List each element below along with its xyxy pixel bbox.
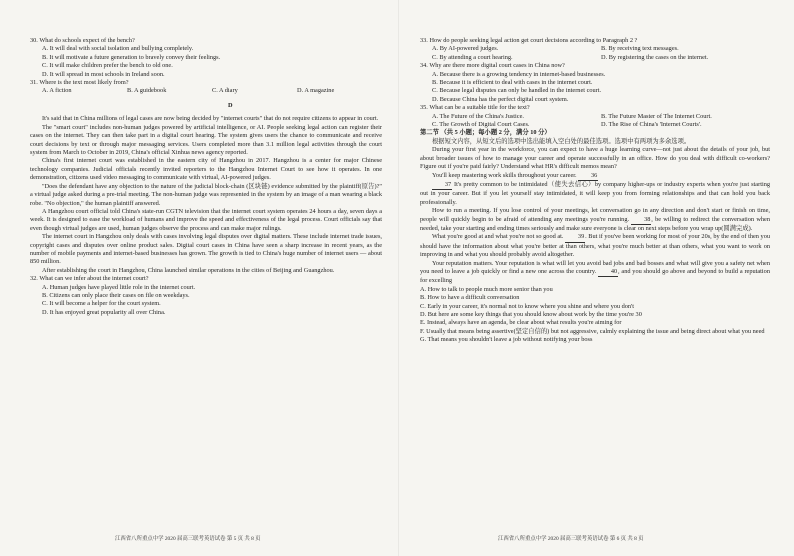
q33-stem: 33. How do people seeking legal action get court decisions according to Paragraph 2 ? bbox=[420, 37, 638, 44]
q34-stem: 34. Why are there more digital court cases in China now? bbox=[420, 62, 565, 70]
q31-option-a: A. A fiction bbox=[42, 87, 72, 95]
blank-38[interactable]: 38 bbox=[631, 216, 651, 225]
passage-paragraph: A Hangzhou court official told China's state-run CGTN television that the internet court system operates 24 hours a day, seven days a week. It is designed to ease the workload of humans and improve the speed and effectiveness of the legal process. Court officials say that even though virtual judges are used, human judges observe the process and can make major rulings. bbox=[30, 207, 382, 232]
q30-option-c: C. It will make children prefer the bench to old one. bbox=[42, 62, 173, 70]
choice-b: B. How to have a difficult conversation bbox=[420, 294, 520, 302]
q33-options-row bbox=[432, 54, 770, 62]
cloze-paragraph bbox=[420, 207, 770, 233]
passage-paragraph: The "smart court" includes non-human judges powered by artificial intelligence, or AI. People seeking legal action can register their cases on the internet. They can then take part in a digital court hearing. The system gives users the chance to communicate and receive court decisions by text or through major messaging services. Users completed more than 3.1 million legal activities through the court system from March to October in 2019, China's official Xinhua news agency reported. bbox=[30, 123, 382, 157]
section-letter: D bbox=[228, 102, 233, 110]
passage-paragraph: China's first internet court was established in the eastern city of Hangzhou in 2017. Hangzhou is a center for major Chinese technology companies. Judicial officials recently invited reporters to the Hangzhou Internet Court to see how it operates. In one demonstration, citizens used video messaging to communicate with virtual, AI-powered judges. bbox=[30, 157, 382, 182]
cloze-text: What you're good at and what you're not so good at. bbox=[432, 233, 564, 241]
q31-options bbox=[42, 87, 382, 95]
choice-f: F. Usually that means being assertive(坚定自信的) but not aggressive, calmly explaining the issue and being direct about what you need bbox=[420, 327, 765, 335]
cloze-paragraph bbox=[420, 172, 770, 181]
passage-paragraph: "Does the defendant have any objection to the nature of the judicial block-chain (区块链) evidence submitted by the plaintiff(原告)?" a virtual judge asked during a pre-trial meeting. The non-human judge was represented in the system by an image of a man wearing a black robe. "No objection," the human plaintiff answered. bbox=[30, 182, 382, 207]
q30-option-a: A. It will deal with social isolation and bullying completely. bbox=[42, 45, 194, 53]
q35-option-b: B. The Future Master of The Internet Court. bbox=[601, 112, 712, 120]
choice-d: D. But here are some key things that you should know about work by the time you're 30 bbox=[420, 311, 642, 318]
choice-a: A. How to talk to people much more senior than you bbox=[420, 285, 553, 293]
cloze-text: Your reputation matters. Your reputation is what will let you avoid bad jobs and bad bosses and what will give you a safety net when you need to leave a job quickly or find a new one across the country. bbox=[420, 259, 770, 275]
q33-option-c: C. By attending a court hearing. bbox=[432, 53, 513, 61]
cloze-paragraph bbox=[420, 233, 770, 259]
q35-option-c: C. The Growth of Digital Court Cases. bbox=[432, 121, 530, 129]
q32-option-d: D. It has enjoyed great popularity all over China. bbox=[42, 308, 166, 316]
q34-option-b: B. Because it is efficient to deal with cases in the internet court. bbox=[432, 79, 593, 87]
passage-paragraph: After establishing the court in Hangzhou, China launched similar operations in the cities of Beijing and Guangzhou. bbox=[42, 266, 335, 274]
q31-option-d: D. A magazine bbox=[297, 87, 335, 95]
cloze-text: You'll keep mastering work skills throughout your career. bbox=[432, 171, 577, 179]
left-page bbox=[30, 37, 382, 317]
q33-option-a: A. By AI-powered judges. bbox=[432, 45, 499, 53]
left-page-footer: 江西省八所重点中学 2020 届高三联考英语试卷 第 5 页 共 8 页 bbox=[115, 536, 261, 542]
right-page-footer: 江西省八所重点中学 2020 届高三联考英语试卷 第 6 页 共 8 页 bbox=[498, 536, 644, 542]
q32-option-c: C. It will become a helper for the court system. bbox=[42, 300, 161, 308]
q30-option-d: D. It will spread in most schools in Ireland soon. bbox=[42, 70, 165, 78]
choice-g: G. That means you shouldn't leave a job without notifying your boss bbox=[420, 336, 593, 344]
q32-stem: 32. What can we infer about the internet court? bbox=[30, 275, 149, 283]
q35-stem: 35. What can be a suitable title for the text? bbox=[420, 104, 530, 112]
cloze-text: It's pretty common to be intimidated（使失去信心）by company higher-ups or industry experts when you're just starting out in your career. But if you let yourself stay intimidated, it will keep you from forming relationships and that can hold you back professionally. bbox=[420, 180, 770, 206]
q30-stem: 30. What do schools expect of the bench? bbox=[30, 37, 135, 44]
q34-option-a: A. Because there is a growing tendency in internet-based businesses. bbox=[432, 70, 606, 78]
passage-paragraph: The internet court in Hangzhou only deals with cases involving legal disputes over digital matters. These include internet trade issues, copyright cases and disputes over online product sales. Digital court cases in China have seen a sharp increase in recent years, as the number of mobile payments and internet-based businesses has grown. The growth is tied to China's huge number of internet users — about 850 million. bbox=[30, 233, 382, 266]
q35-option-a: A. The Future of the China's Justice. bbox=[432, 112, 524, 120]
blank-36[interactable]: 36 bbox=[578, 172, 598, 181]
passage-paragraph: It's said that in China millions of legal cases are now being decided by "internet courts" that do not require citizens to appear in court. bbox=[42, 115, 379, 123]
blank-37[interactable]: 37 bbox=[432, 181, 452, 190]
choice-e: E. Instead, always have an agenda, be clear about what results you're aiming for bbox=[420, 319, 622, 327]
q30-option-b: B. It will motivate a future generation to bravely convey their feelings. bbox=[42, 53, 221, 61]
blank-40[interactable]: 40 bbox=[598, 268, 618, 277]
cloze-paragraph: During your first year in the workforce, you can expect to have a huge learning curve—not just about the details of your job, but about broader issues of how to manage your career and operate successfully in an office. How do you deal with difficult co-workers? Figure out if you're paid fairly? Understand what HR's difficult memos mean? bbox=[420, 146, 770, 171]
section-title: 第二节 （共 5 小题；每小题 2 分，满分 10 分） bbox=[420, 129, 551, 137]
q35-option-d: D. The Rise of China's 'Internet Courts'. bbox=[601, 121, 702, 129]
cloze-text: How to run a meeting. If you lose control of your meetings, let conversation go in any direction and don't start or finish on time, people will quickly begin to be afraid of attending any meetings you're running. bbox=[420, 207, 770, 223]
blank-39[interactable]: 39 bbox=[565, 233, 585, 242]
q34-option-c: C. Because legal disputes can only be handled in the internet court. bbox=[432, 87, 602, 95]
page-fold bbox=[398, 0, 399, 556]
q32-option-b: B. Citizens can only place their cases on file on weekdays. bbox=[42, 291, 190, 299]
q31-option-c: C. A diary bbox=[212, 87, 238, 95]
q33-options-row bbox=[432, 45, 770, 53]
q33-option-d: D. By registering the cases on the internet. bbox=[601, 53, 709, 61]
cloze-text: . But if you've been working for most of your 20s, by the end of then you should have the information about what you're better at than others, what you're much better at than others, what you want to work on improving in and what you should probably avoid altogether. bbox=[420, 233, 770, 259]
section-instruction: 根据短文内容，从短文后的选项中选出能填入空白处的最佳选项。选项中有两项为多余选项。 bbox=[432, 137, 691, 145]
q34-option-d: D. Because China has the perfect digital court system. bbox=[432, 95, 569, 103]
cloze-text: , be willing to redirect the conversation when needed, take your starting and ending times seriously and make sure everyone is clear on next steps before you wrap up(圆满完成). bbox=[420, 215, 770, 232]
q32-option-a: A. Human judges have played little role in the internet court. bbox=[42, 283, 196, 291]
q31-option-b: B. A guidebook bbox=[127, 87, 167, 95]
q35-options-row bbox=[432, 113, 770, 121]
q33-option-b: B. By receiving text messages. bbox=[601, 45, 679, 53]
cloze-paragraph bbox=[420, 260, 770, 286]
cloze-paragraph bbox=[420, 181, 770, 207]
choice-c: C. Early in your career, it's normal not to know where you shine and where you don't bbox=[420, 302, 634, 310]
q31-stem: 31. Where is the text most likely from? bbox=[30, 79, 129, 87]
cloze-text: , and you should go above and beyond to build a reputation for excelling bbox=[420, 267, 770, 285]
right-page bbox=[420, 37, 770, 345]
